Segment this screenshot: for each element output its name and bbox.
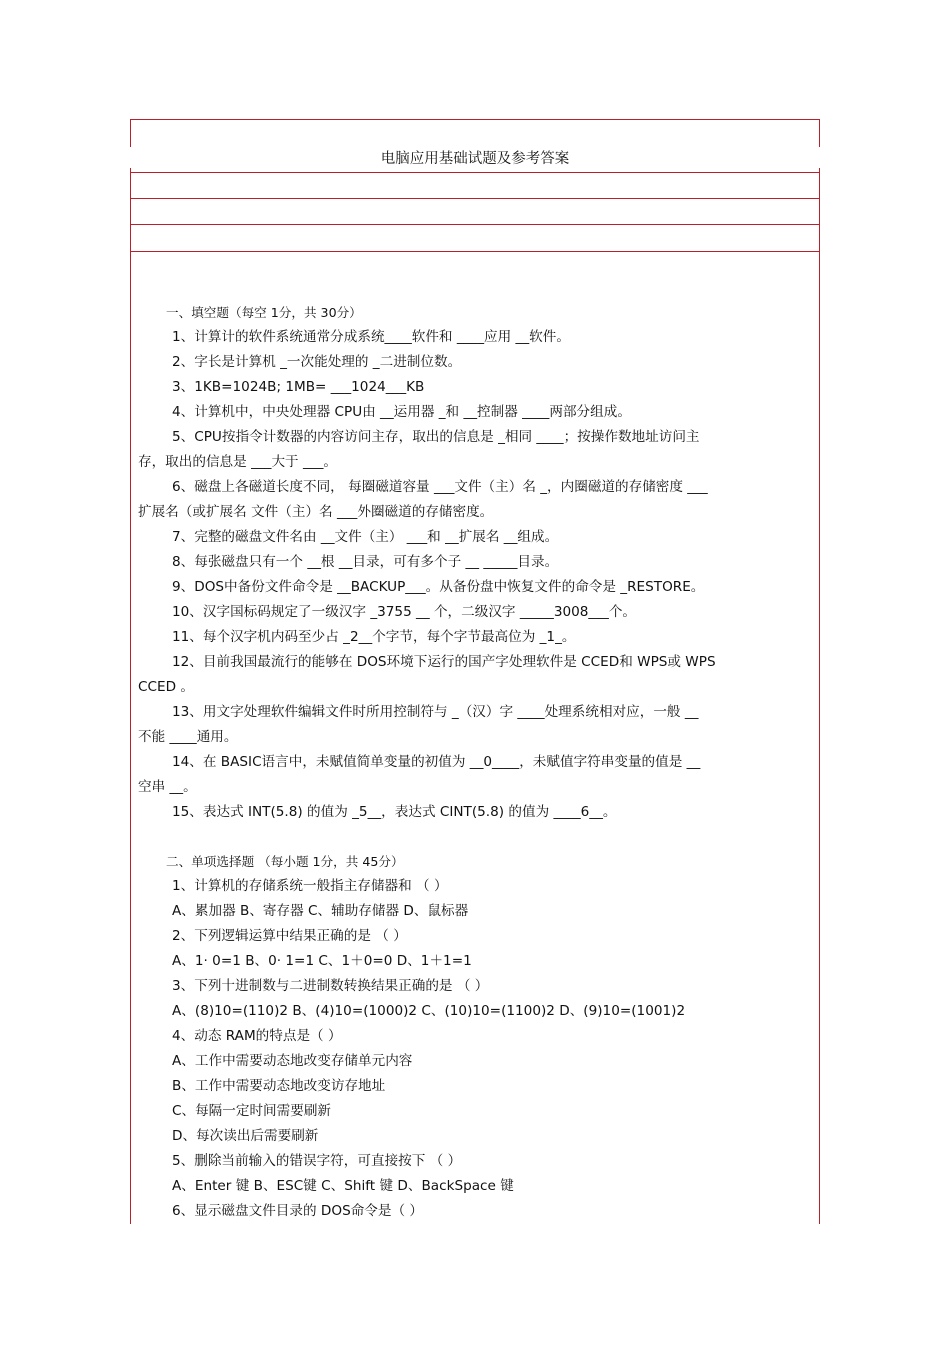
table-rule: [130, 224, 820, 225]
question-line: 存，取出的信息是 ___大于 ___。: [138, 454, 337, 470]
question-line: 10、汉字国标码规定了一级汉字 _3755 __ 个，二级汉字 _____3008___个。: [172, 604, 637, 620]
question-line: 8、每张磁盘只有一个 __根 __目录，可有多个子 __ _____目录。: [172, 554, 559, 570]
fill-question-list: [138, 325, 814, 825]
question-line: 11、每个汉字机内码至少占 _2__个字节，每个字节最高位为 _1_。: [172, 629, 576, 645]
question-line: 9、DOS中备份文件命令是 __BACKUP___。从备份盘中恢复文件的命令是 _RESTORE。: [172, 579, 705, 595]
question-line: 空串 __。: [138, 779, 197, 795]
question-line: 2、字长是计算机 _一次能处理的 _二进制位数。: [172, 354, 462, 370]
question-line: 13、用文字处理软件编辑文件时所用控制符与 _（汉）字 ____处理系统相对应，一般 __: [172, 704, 699, 720]
section-gap: [138, 825, 814, 849]
question-line: 4、计算机中，中央处理器 CPU由 __运用器 _和 __控制器 ____两部分组成。: [172, 404, 631, 420]
question-line: 5、删除当前输入的错误字符，可直接按下 （ ）: [172, 1153, 462, 1169]
question-line: 1、计算机的存储系统一般指主存储器和 （ ）: [172, 878, 448, 894]
question-line: A、Enter 键 B、ESC键 C、Shift 键 D、BackSpace 键: [172, 1178, 514, 1194]
question-line: A、1· 0=1 B、0· 1=1 C、1＋0=0 D、1＋1=1: [172, 953, 472, 969]
question-line: 6、磁盘上各磁道长度不同， 每圈磁道容量 ___文件（主）名 _，内圈磁道的存储密度 ___: [172, 479, 708, 495]
section-heading: 二、单项选择题 （每小题 1分，共 45分）: [166, 854, 404, 869]
question-line: C、每隔一定时间需要刷新: [172, 1103, 332, 1119]
question-line: 4、动态 RAM的特点是（ ）: [172, 1028, 342, 1044]
question-line: B、工作中需要动态地改变访存地址: [172, 1078, 386, 1094]
question-line: A、累加器 B、寄存器 C、辅助存储器 D、鼠标器: [172, 903, 469, 919]
choice-question-list: [138, 874, 814, 1224]
question-line: CCED 。: [138, 679, 194, 695]
question-line: 3、1KB=1024B; 1MB= ___1024___KB: [172, 379, 425, 395]
question-line: 3、下列十进制数与二进制数转换结果正确的是 （ ）: [172, 978, 489, 994]
document-body: [138, 300, 814, 1224]
question-line: 15、表达式 INT(5.8) 的值为 _5__，表达式 CINT(5.8) 的值为 ____6__。: [172, 804, 617, 820]
document-title: 电脑应用基础试题及参考答案: [130, 147, 820, 168]
question-line: A、工作中需要动态地改变存储单元内容: [172, 1053, 413, 1069]
table-rule: [130, 172, 820, 173]
question-line: 1、计算计的软件系统通常分成系统____软件和 ____应用 __软件。: [172, 329, 570, 345]
question-line: 不能 ____通用。: [138, 729, 238, 745]
section-heading: 一、填空题（每空 1分，共 30分）: [166, 305, 362, 320]
question-line: 14、在 BASIC语言中，未赋值简单变量的初值为 __0____，未赋值字符串变量的值是 __: [172, 754, 701, 770]
question-line: 6、显示磁盘文件目录的 DOS命令是（ ）: [172, 1203, 423, 1219]
question-line: 12、目前我国最流行的能够在 DOS环境下运行的国产字处理软件是 CCED和 WPS或 WPS: [172, 654, 716, 670]
table-rule: [130, 198, 820, 199]
question-line: D、每次读出后需要刷新: [172, 1128, 319, 1144]
question-line: A、(8)10=(110)2 B、(4)10=(1000)2 C、(10)10=(1100)2 D、(9)10=(1001)2: [172, 1003, 686, 1019]
question-line: 扩展名（或扩展名 文件（主）名 ___外圈磁道的存储密度。: [138, 504, 494, 520]
question-line: 5、CPU按指令计数器的内容访问主存，取出的信息是 _相同 ____；按操作数地址访问主: [172, 429, 700, 445]
table-rule: [130, 251, 820, 252]
question-line: 2、下列逻辑运算中结果正确的是 （ ）: [172, 928, 407, 944]
question-line: 7、完整的磁盘文件名由 __文件（主） ___和 __扩展名 __组成。: [172, 529, 559, 545]
